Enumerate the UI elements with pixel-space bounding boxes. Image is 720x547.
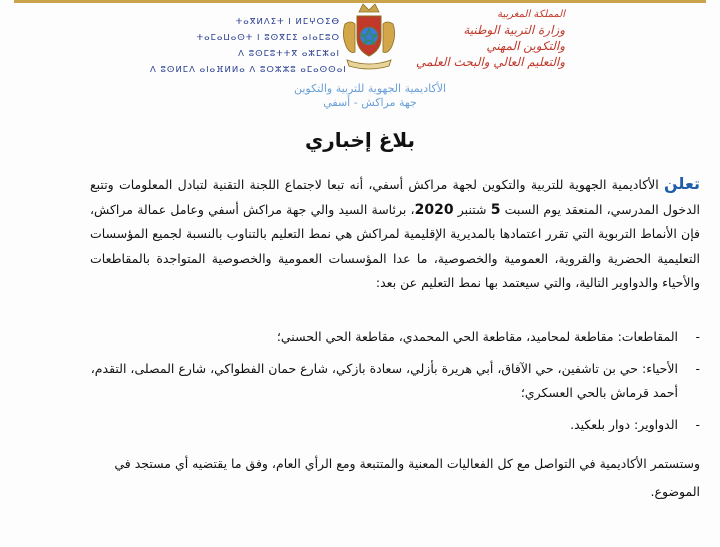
header-arabic-block (405, 8, 565, 70)
list-item: - الدواوير: دوار بلعكيد. (90, 413, 700, 437)
paragraph-part-2: شتنبر (453, 201, 491, 217)
header-tifinagh-block (150, 14, 347, 78)
kingdom-line: المملكة المغربية (497, 9, 565, 20)
day-number: 5 (490, 201, 501, 218)
ministry-line-3: والتعليم العالي والبحث العلمي (416, 55, 565, 69)
tifinagh-line-2: ⵜⴰⵎⴰⵡⴰⵙⵜ ⵏ ⵓⵙⴳⵎⵉ ⴰⵏⴰⵎⵓⵔ (196, 33, 340, 43)
ministry-line-1: وزارة التربية الوطنية (463, 23, 565, 37)
areas-list (90, 325, 718, 445)
paragraph-part-1: الأكاديمية الجهوية للتربية والتكوين لجهة مراكش أسفي، أنه تبعا لاجتماع اللجنة التقنية لتبادل المعلومات وتتبع الدخول المدرسي، المنعقد يوم السبت (90, 177, 700, 217)
list-item: - الأحياء: حي بن تاشفين، حي الآفاق، أبي هريرة بأزلي، سعادة بازكي، شارع حمان الفطواكي، شارع المصلى، التقدم، أحمد قرماش بالحي العسكري؛ (90, 357, 700, 405)
morocco-coat-of-arms-icon (337, 2, 401, 72)
year-number: 2020 (414, 201, 454, 218)
academy-block (280, 82, 460, 110)
page-title: بلاغ إخباري (304, 128, 416, 152)
ministry-line-2: والتكوين المهني (486, 39, 565, 53)
closing-paragraph: وستستمر الأكاديمية في التواصل مع كل الفعاليات المعنية والمتتبعة ومع الرأي العام، وفق ما يقتضيه أي مستجد في الموضوع. (114, 456, 700, 499)
academy-name: الأكاديمية الجهوية للتربية والتكوين (293, 82, 447, 95)
paragraph-part-3: ، برئاسة السيد والي جهة مراكش أسفي وعامل عمالة مراكش، فإن الأنماط التربوية التي تقرر اعتمادها بالمديرية الإقليمية لمراكش هي نمط التعليم بالتناوب بالنسبة لجميع المؤسسات التعليمية الحضرية والقروية، العمومية والخصوصية، ما عدا المؤسسات العمومية والخصوصية المتواجدة بالمقاطعات والأحياء والدواوير التالية، والتي سيعتمد بها نمط التعليم عن بعد: (90, 201, 700, 290)
tifinagh-line-1: ⵜⴰⴳⵍⴷⵉⵜ ⵏ ⵍⵎⵖⵔⵉⴱ (235, 17, 340, 27)
academy-region: جهة مراكش - أسفي (323, 96, 417, 109)
list-item: - المقاطعات: مقاطعة لمحاميد، مقاطعة الحي المحمدي، مقاطعة الحي الحسني؛ (90, 325, 700, 349)
tifinagh-line-4: ⴷ ⵓⵙⵍⵎⴷ ⴰⵏⴰⴼⵍⵍⴰ ⴷ ⵓⵔⵣⵣⵓ ⴰⵎⴰⵙⵙⴰⵏ (150, 65, 347, 75)
main-paragraph (90, 172, 700, 296)
tifinagh-line-3: ⴷ ⵓⵙⵎⵓⵜⵜⴳ ⴰⵣⵎⵣⴰⵏ (238, 49, 340, 59)
lead-word: تعلن (664, 174, 700, 193)
